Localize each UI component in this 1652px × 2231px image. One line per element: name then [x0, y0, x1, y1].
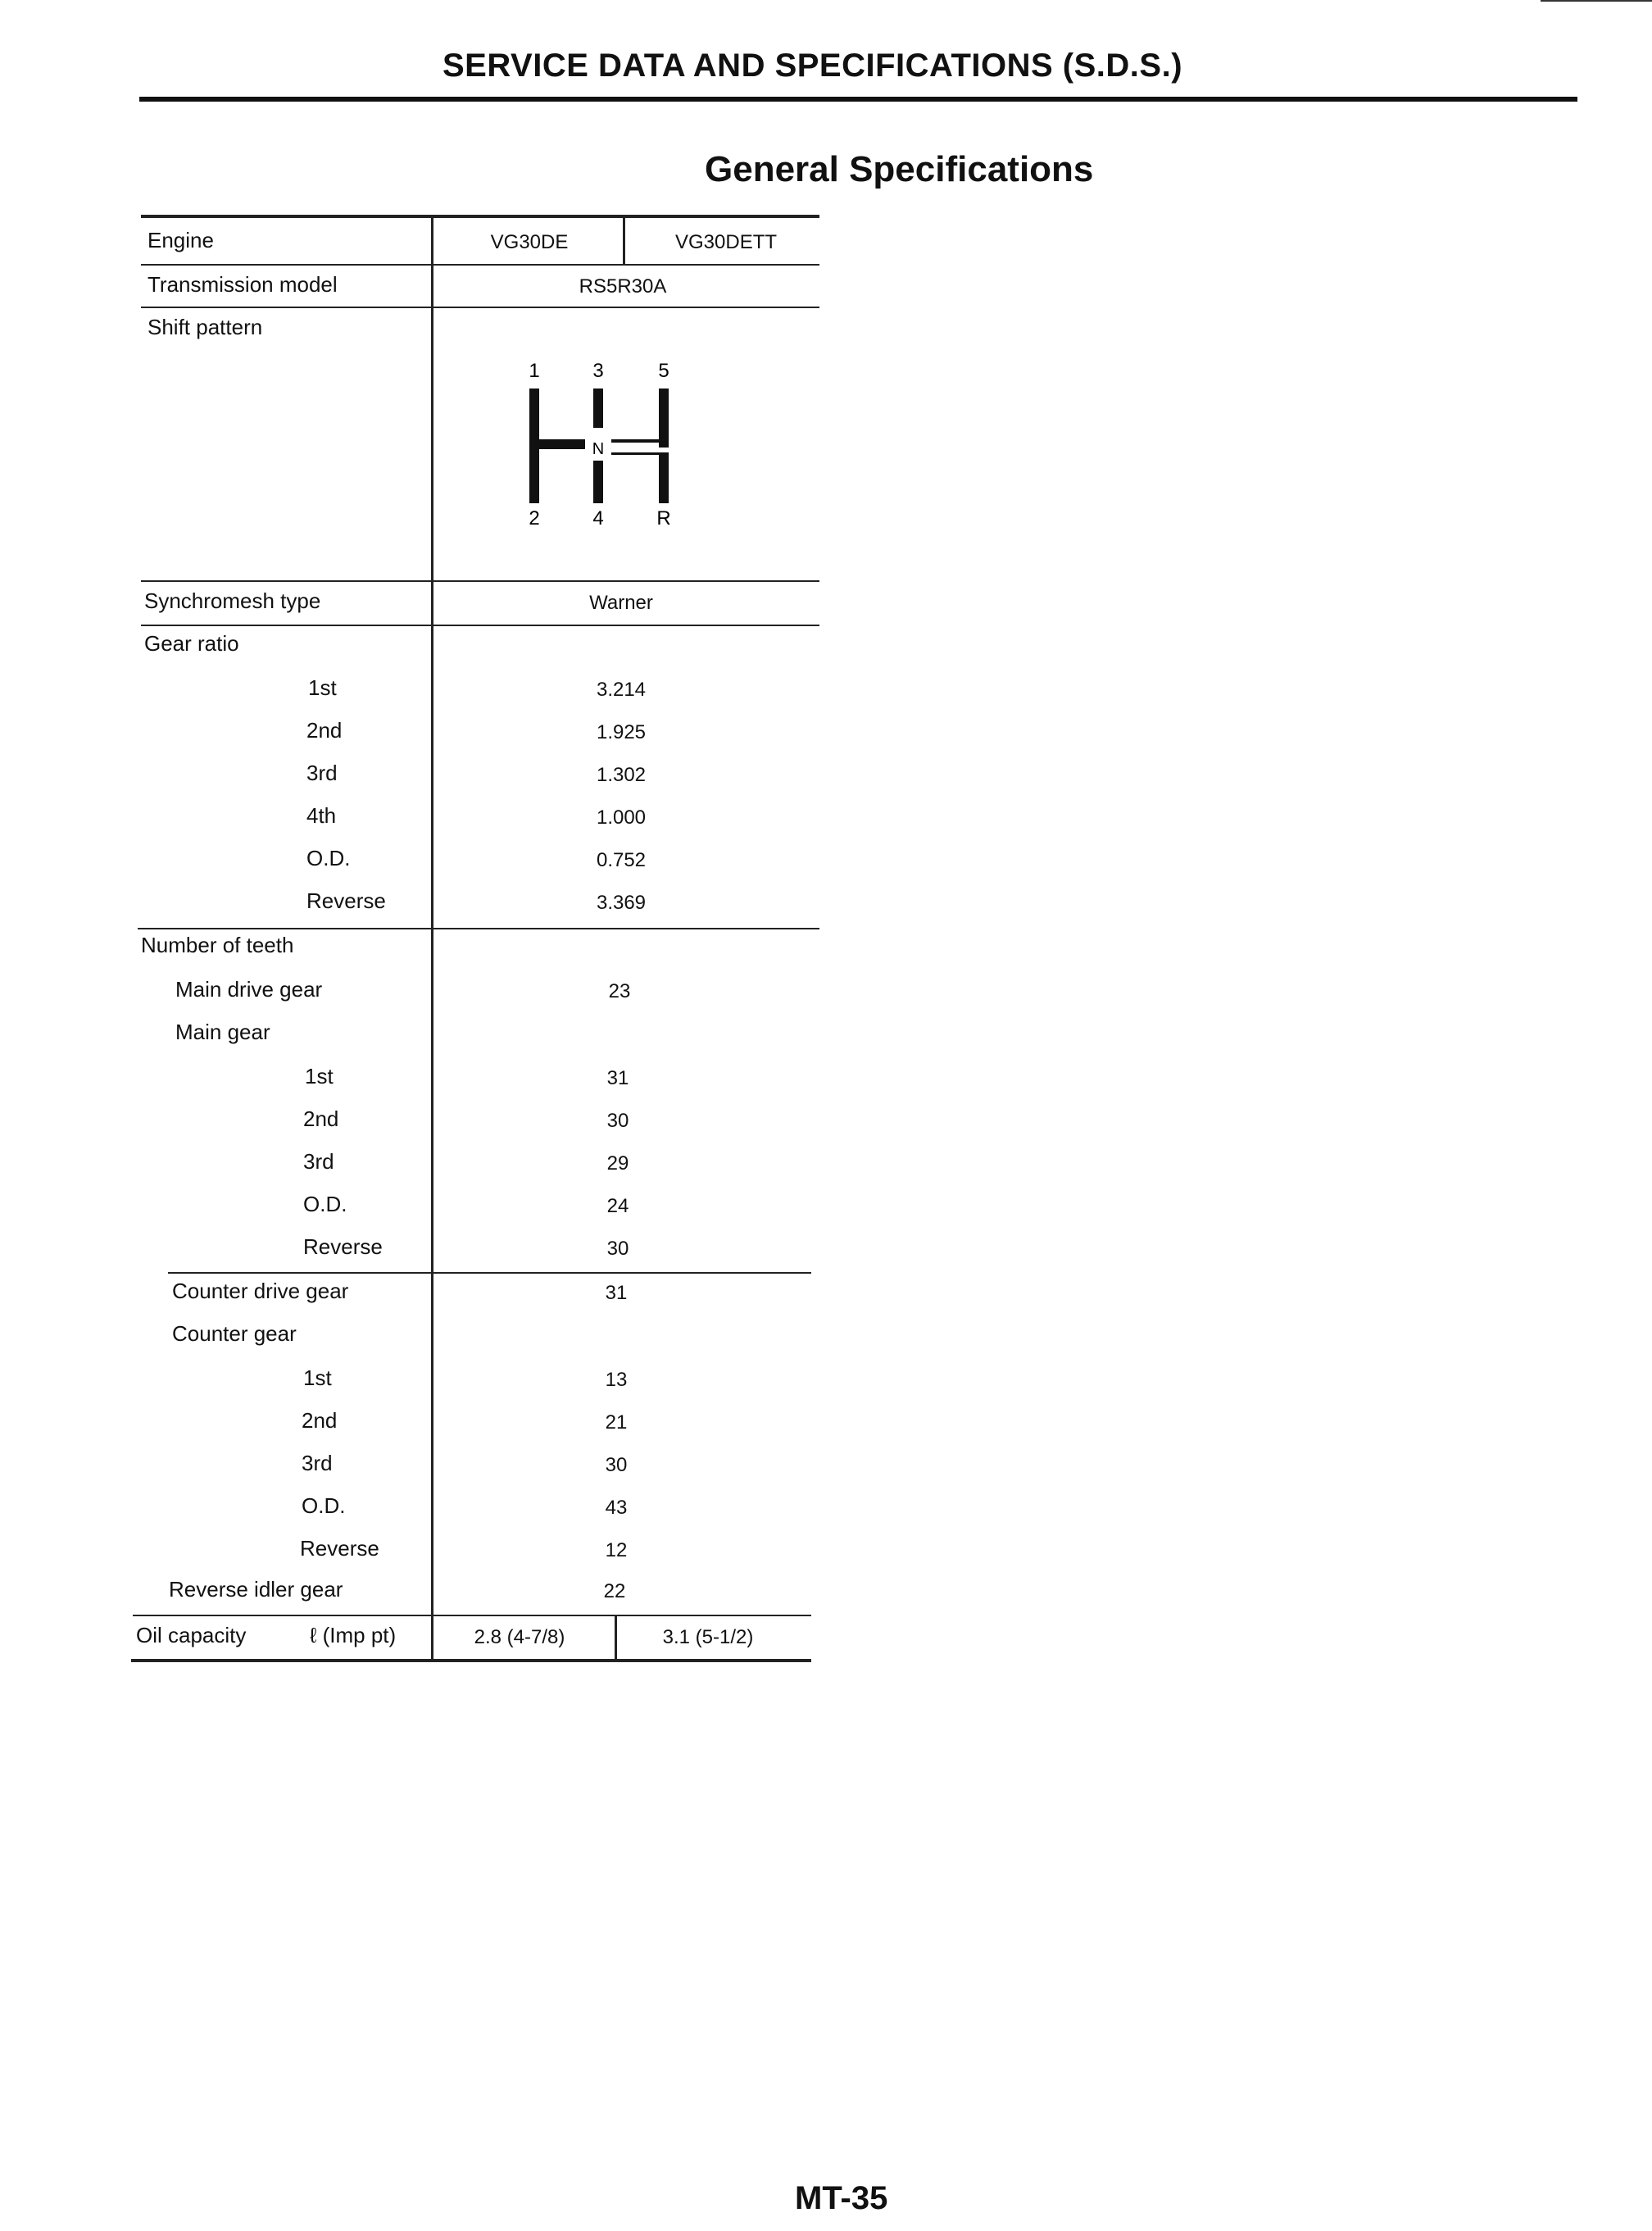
main-gear-row-value: 30	[606, 1238, 629, 1260]
oil-capacity-col1: 2.8 (4-7/8)	[474, 1626, 565, 1648]
shift-gate-5	[659, 388, 669, 448]
gear-ratio-row-label: O.D.	[306, 846, 351, 870]
gear-ratio-row-value: 3.369	[596, 892, 647, 914]
main-gear-row-label: 1st	[305, 1064, 334, 1088]
row-divider	[138, 928, 819, 929]
shift-gate-4	[593, 461, 603, 503]
engine-col1: VG30DE	[490, 231, 569, 253]
shift-gate-3	[593, 388, 603, 428]
synchromesh-label: Synchromesh type	[144, 588, 321, 613]
reverse-idler-gear-label: Reverse idler gear	[169, 1577, 343, 1602]
shift-gear-label: 4	[592, 507, 604, 529]
page-header-title: SERVICE DATA AND SPECIFICATIONS (S.D.S.)	[442, 48, 1183, 84]
main-gear-row-label: O.D.	[303, 1192, 347, 1216]
section-title: General Specifications	[705, 149, 1094, 189]
counter-gear-row-label: O.D.	[302, 1493, 346, 1518]
main-gear-label: Main gear	[175, 1020, 270, 1044]
main-drive-gear-value: 23	[608, 980, 631, 1002]
engine-column-divider	[623, 215, 625, 264]
shift-gear-label: 2	[529, 507, 540, 529]
row-divider	[141, 625, 819, 626]
gear-ratio-row-value: 0.752	[596, 849, 647, 871]
header-rule	[139, 97, 1577, 102]
counter-gear-row-value: 13	[605, 1369, 628, 1391]
main-gear-row-value: 30	[606, 1110, 629, 1132]
counter-gear-row-label: 2nd	[302, 1408, 338, 1433]
shift-crossbar-right	[611, 439, 669, 443]
gear-ratio-row-label: 1st	[308, 675, 337, 700]
table-top-rule	[141, 215, 819, 218]
shift-gear-label: 5	[658, 360, 669, 382]
counter-gear-row-value: 43	[605, 1497, 628, 1519]
table-bottom-rule	[131, 1659, 811, 1662]
main-gear-row-value: 31	[606, 1067, 629, 1089]
counter-drive-gear-label: Counter drive gear	[172, 1279, 349, 1303]
main-gear-row-value: 29	[606, 1152, 629, 1175]
column-divider	[431, 215, 433, 1662]
corner-mark	[1541, 0, 1652, 2]
counter-gear-row-value: 21	[605, 1411, 628, 1434]
counter-gear-row-value: 12	[605, 1539, 628, 1561]
teeth-label: Number of teeth	[141, 933, 294, 957]
row-divider	[133, 1615, 811, 1616]
shift-gear-label: R	[656, 507, 671, 529]
counter-gear-row-label: 3rd	[302, 1451, 333, 1475]
counter-gear-row-label: 1st	[303, 1365, 332, 1390]
gear-ratio-row-value: 1.000	[596, 807, 647, 829]
shift-crossbar-left	[529, 439, 585, 449]
page-number: MT-35	[795, 2180, 888, 2216]
synchromesh-value: Warner	[589, 592, 653, 614]
reverse-idler-gear-value: 22	[603, 1580, 626, 1602]
gear-ratio-row-label: 4th	[306, 803, 337, 828]
gear-ratio-row-value: 1.925	[596, 721, 647, 743]
gear-ratio-row-value: 1.302	[596, 764, 647, 786]
main-gear-row-label: 2nd	[303, 1106, 339, 1131]
shift-reverse-gate	[611, 452, 669, 455]
oil-capacity-label: Oil capacity	[136, 1623, 247, 1647]
main-gear-row-label: 3rd	[303, 1149, 334, 1174]
counter-drive-gear-value: 31	[605, 1282, 628, 1304]
transmission-label: Transmission model	[148, 272, 338, 297]
row-divider	[168, 1272, 811, 1274]
counter-gear-row-value: 30	[605, 1454, 628, 1476]
row-divider	[141, 580, 819, 582]
transmission-value: RS5R30A	[579, 275, 667, 298]
oil-capacity-unit: ℓ (Imp pt)	[310, 1623, 397, 1647]
shift-pattern-label: Shift pattern	[148, 315, 263, 339]
gear-ratio-label: Gear ratio	[144, 631, 239, 656]
shift-pattern-diagram	[508, 352, 697, 533]
main-gear-row-label: Reverse	[303, 1234, 383, 1259]
engine-label: Engine	[148, 228, 214, 252]
engine-col2: VG30DETT	[674, 231, 778, 253]
oil-column-divider	[615, 1615, 617, 1661]
shift-gear-label: 3	[592, 360, 604, 382]
main-drive-gear-label: Main drive gear	[175, 977, 323, 1002]
row-divider	[141, 307, 819, 308]
oil-capacity-col2: 3.1 (5-1/2)	[662, 1626, 754, 1648]
gear-ratio-row-label: 3rd	[306, 761, 338, 785]
shift-gate-r	[659, 454, 669, 503]
counter-gear-label: Counter gear	[172, 1321, 297, 1346]
shift-gear-label: 1	[529, 360, 540, 382]
gear-ratio-row-label: Reverse	[306, 888, 386, 913]
counter-gear-row-label: Reverse	[300, 1536, 379, 1561]
main-gear-row-value: 24	[606, 1195, 629, 1217]
gear-ratio-row-value: 3.214	[596, 679, 647, 701]
shift-neutral-label: N	[592, 440, 605, 458]
row-divider	[141, 264, 819, 266]
spec-table	[131, 215, 819, 1672]
gear-ratio-row-label: 2nd	[306, 718, 343, 743]
